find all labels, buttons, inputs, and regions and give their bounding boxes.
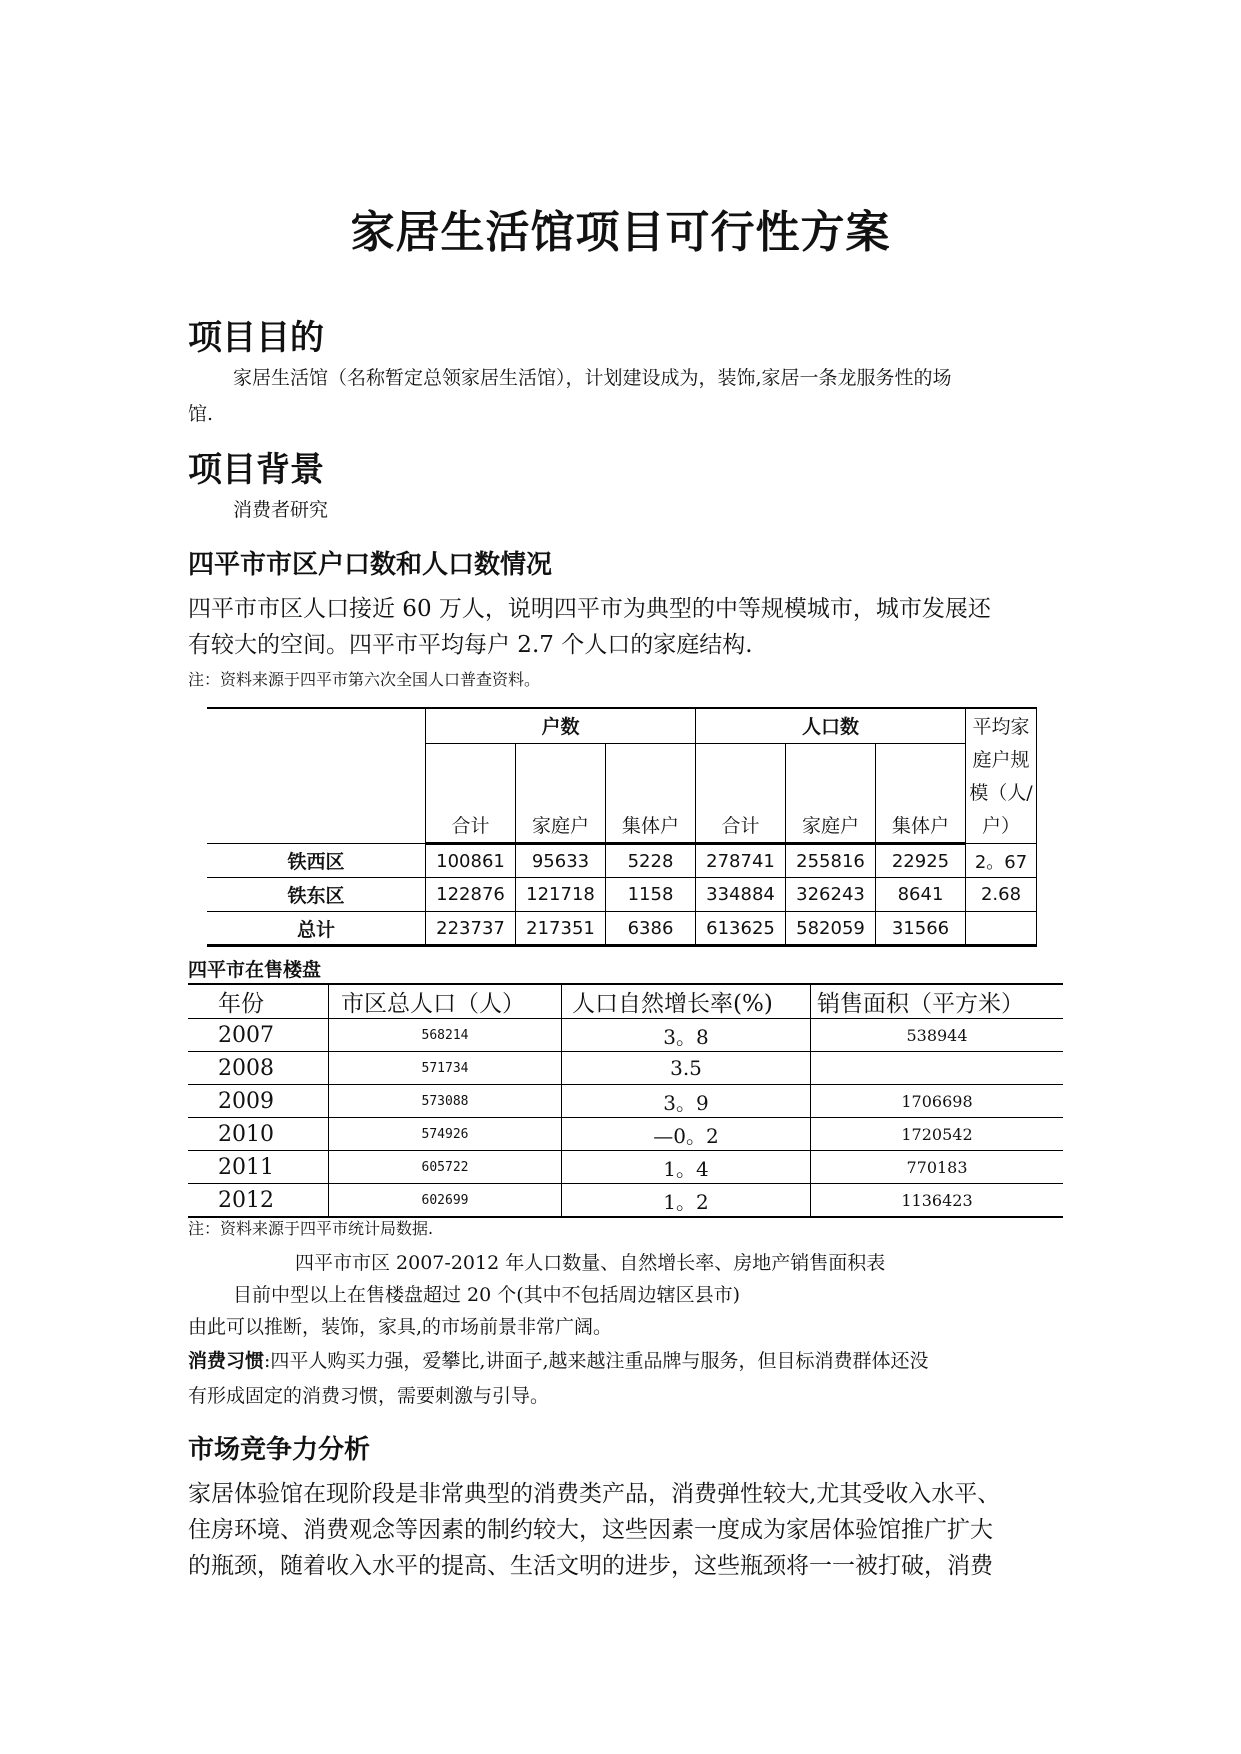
consumer-research-label: 消费者研究 — [233, 499, 329, 521]
year-cell: 2011 — [188, 1151, 329, 1184]
table-row — [207, 912, 1037, 946]
table1-blank-corner — [207, 708, 426, 844]
population-cell: 571734 — [329, 1052, 562, 1085]
table-cell: 95633 — [516, 844, 606, 878]
table-row — [188, 1052, 1063, 1085]
table-row — [207, 844, 1037, 878]
table1-subheader-total-population: 合计 — [696, 743, 786, 843]
population-cell: 605722 — [329, 1151, 562, 1184]
table1-avg-size-header — [966, 708, 1037, 844]
area-cell — [811, 1052, 1064, 1085]
year-cell: 2009 — [188, 1085, 329, 1118]
table-cell: 326243 — [786, 878, 876, 912]
consumption-habit-line1 — [188, 1343, 929, 1379]
households-population-table — [207, 707, 1037, 947]
population-cell: 568214 — [329, 1019, 562, 1052]
table2-caption: 四平市市区 2007-2012 年人口数量、自然增长率、房地产销售面积表 — [295, 1252, 886, 1274]
table-cell: 100861 — [426, 844, 516, 878]
listings-count-line: 目前中型以上在售楼盘超过 20 个(其中不包括周边辖区县市) — [233, 1284, 741, 1306]
statistics-source-note: 注：资料来源于四平市统计局数据. — [188, 1219, 434, 1238]
row-name: 铁东区 — [207, 878, 426, 912]
year-cell: 2010 — [188, 1118, 329, 1151]
document-title: 家居生活馆项目可行性方案 — [350, 207, 891, 258]
table1-subheader-total-households: 合计 — [426, 743, 516, 843]
table-cell: 5228 — [606, 844, 696, 878]
consumption-habit-text: :四平人购买力强，爱攀比,讲面子,越来越注重品牌与服务，但目标消费群体还没 — [264, 1350, 929, 1372]
population-cell: 574926 — [329, 1118, 562, 1151]
rate-cell: 1。4 — [562, 1151, 811, 1184]
table2-header-year: 年份 — [188, 984, 329, 1019]
population-cell: 602699 — [329, 1184, 562, 1218]
rate-cell: 1。2 — [562, 1184, 811, 1218]
table-cell: 2。67 — [966, 844, 1037, 878]
table1-subheader-collective-population: 集体户 — [876, 743, 966, 843]
area-cell: 1706698 — [811, 1085, 1064, 1118]
population-cell: 573088 — [329, 1085, 562, 1118]
table-cell: 8641 — [876, 878, 966, 912]
table2-header-population: 市区总人口（人） — [329, 984, 562, 1019]
year-cell: 2012 — [188, 1184, 329, 1218]
table-cell: 1158 — [606, 878, 696, 912]
table-cell: 22925 — [876, 844, 966, 878]
table-row — [188, 1151, 1063, 1184]
area-cell: 1136423 — [811, 1184, 1064, 1218]
table1-subheader-collective-households: 集体户 — [606, 743, 696, 843]
table1-group-population: 人口数 — [696, 708, 966, 743]
table-cell: 255816 — [786, 844, 876, 878]
table-cell: 217351 — [516, 912, 606, 946]
table-cell: 31566 — [876, 912, 966, 946]
rate-cell: 3。9 — [562, 1085, 811, 1118]
avg-header-line4: 户） — [981, 815, 1020, 837]
table-cell: 613625 — [696, 912, 786, 946]
listings-label: 四平市在售楼盘 — [188, 959, 322, 981]
market-prospect-line: 由此可以推断，装饰，家具,的市场前景非常广阔。 — [188, 1316, 613, 1338]
area-cell: 538944 — [811, 1019, 1064, 1052]
table-cell: 122876 — [426, 878, 516, 912]
rate-cell: —0。2 — [562, 1118, 811, 1151]
purpose-paragraph-line2: 馆. — [188, 403, 214, 425]
row-name: 总计 — [207, 912, 426, 946]
year-cell: 2008 — [188, 1052, 329, 1085]
competition-paragraph-line3: 的瓶颈，随着收入水平的提高、生活文明的进步，这些瓶颈将一一被打破，消费 — [188, 1553, 993, 1579]
table-row — [188, 1118, 1063, 1151]
population-paragraph-line1: 四平市市区人口接近 60 万人，说明四平市为典型的中等规模城市，城市发展还 — [188, 596, 991, 622]
table1-subheader-family-population: 家庭户 — [786, 743, 876, 843]
area-cell: 770183 — [811, 1151, 1064, 1184]
table2-header-growth-rate: 人口自然增长率(%) — [562, 984, 811, 1019]
section-heading-population: 四平市市区户口数和人口数情况 — [188, 550, 553, 580]
year-cell: 2007 — [188, 1019, 329, 1052]
table-cell: 582059 — [786, 912, 876, 946]
census-source-note: 注：资料来源于四平市第六次全国人口普查资料。 — [188, 670, 541, 689]
table-row — [188, 1184, 1063, 1218]
competition-paragraph-line1: 家居体验馆在现阶段是非常典型的消费类产品，消费弹性较大,尤其受收入水平、 — [188, 1481, 1001, 1507]
table2-header-sales-area: 销售面积（平方米） — [811, 984, 1064, 1019]
avg-header-line2: 庭户规 — [972, 749, 1030, 771]
consumption-habit-line2: 有形成固定的消费习惯，需要刺激与引导。 — [188, 1385, 550, 1407]
table1-subheader-family-households: 家庭户 — [516, 743, 606, 843]
table-cell: 6386 — [606, 912, 696, 946]
avg-header-line1: 平均家 — [972, 716, 1030, 738]
table-cell: 278741 — [696, 844, 786, 878]
avg-header-line3: 模（人/ — [969, 782, 1033, 804]
rate-cell: 3。8 — [562, 1019, 811, 1052]
competition-paragraph-line2: 住房环境、消费观念等因素的制约较大，这些因素一度成为家居体验馆推广扩大 — [188, 1517, 993, 1543]
rate-cell: 3.5 — [562, 1052, 811, 1085]
table-row — [188, 1019, 1063, 1052]
section-heading-purpose: 项目目的 — [188, 318, 324, 358]
population-sales-table — [188, 983, 1063, 1218]
consumption-habit-label: 消费习惯 — [188, 1350, 265, 1372]
table-cell: 334884 — [696, 878, 786, 912]
table1-group-households: 户数 — [426, 708, 696, 743]
table-cell — [966, 912, 1037, 946]
section-heading-competition: 市场竞争力分析 — [188, 1435, 371, 1465]
purpose-paragraph-line1: 家居生活馆（名称暂定总领家居生活馆），计划建设成为，装饰,家居一条龙服务性的场 — [233, 367, 952, 389]
section-heading-background: 项目背景 — [188, 450, 324, 490]
table-cell: 223737 — [426, 912, 516, 946]
table-row — [207, 878, 1037, 912]
population-paragraph-line2: 有较大的空间。四平市平均每户 2.7 个人口的家庭结构. — [188, 632, 753, 658]
row-name: 铁西区 — [207, 844, 426, 878]
table-row — [188, 1085, 1063, 1118]
area-cell: 1720542 — [811, 1118, 1064, 1151]
table-cell: 121718 — [516, 878, 606, 912]
table-cell: 2.68 — [966, 878, 1037, 912]
